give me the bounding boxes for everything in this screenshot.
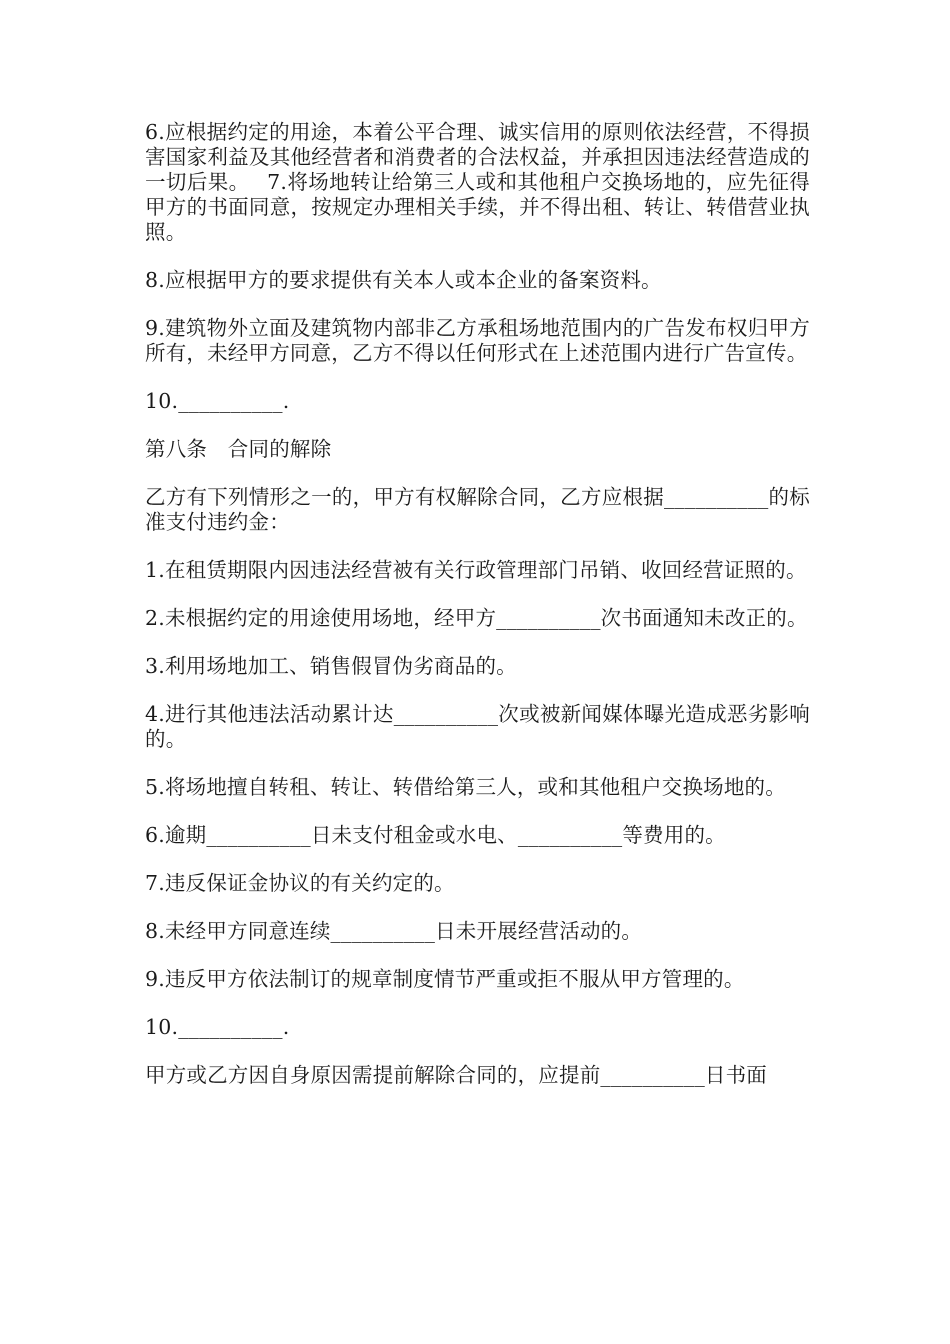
article-8-item-8: 8.未经甲方同意连续__________日未开展经营活动的。 <box>145 919 643 943</box>
article-8-item-2: 2.未根据约定的用途使用场地，经甲方__________次书面通知未改正的。 <box>145 606 808 630</box>
article-8-item-7: 7.违反保证金协议的有关约定的。 <box>145 871 455 895</box>
article-8-item-3: 3.利用场地加工、销售假冒伪劣商品的。 <box>145 654 517 678</box>
article-8-intro: 乙方有下列情形之一的，甲方有权解除合同，乙方应根据__________的标准支付违约金： <box>145 485 810 534</box>
clause-7-item-10: 10.__________. <box>145 389 290 413</box>
clause-7-item-8: 8.应根据甲方的要求提供有关本人或本企业的备案资料。 <box>145 268 662 292</box>
document-page <box>145 120 810 1088</box>
article-8-heading: 第八条 合同的解除 <box>145 437 332 461</box>
article-8-item-9: 9.违反甲方依法制订的规章制度情节严重或拒不服从甲方管理的。 <box>145 967 745 991</box>
article-8-item-1: 1.在租赁期限内因违法经营被有关行政管理部门吊销、收回经营证照的。 <box>145 558 807 582</box>
article-8-item-6: 6.逾期__________日未支付租金或水电、__________等费用的。 <box>145 823 726 847</box>
clause-7-item-6-7: 6.应根据约定的用途，本着公平合理、诚实信用的原则依法经营，不得损害国家利益及其他经营者和消费者的合法权益，并承担因违法经营造成的一切后果。 7.将场地转让给第三人或和其他租户交换场地的，应先征得甲方的书面同意，按规定办理相关手续，并不得出租、转让、转借营业执照。 <box>145 120 810 244</box>
article-8-item-4: 4.进行其他违法活动累计达__________次或被新闻媒体曝光造成恶劣影响的。 <box>145 702 810 751</box>
article-8-early-termination: 甲方或乙方因自身原因需提前解除合同的，应提前__________日书面 <box>145 1063 767 1087</box>
article-8-item-10: 10.__________. <box>145 1015 290 1039</box>
clause-7-item-9: 9.建筑物外立面及建筑物内部非乙方承租场地范围内的广告发布权归甲方所有，未经甲方同意，乙方不得以任何形式在上述范围内进行广告宣传。 <box>145 316 810 365</box>
article-8-item-5: 5.将场地擅自转租、转让、转借给第三人，或和其他租户交换场地的。 <box>145 775 786 799</box>
